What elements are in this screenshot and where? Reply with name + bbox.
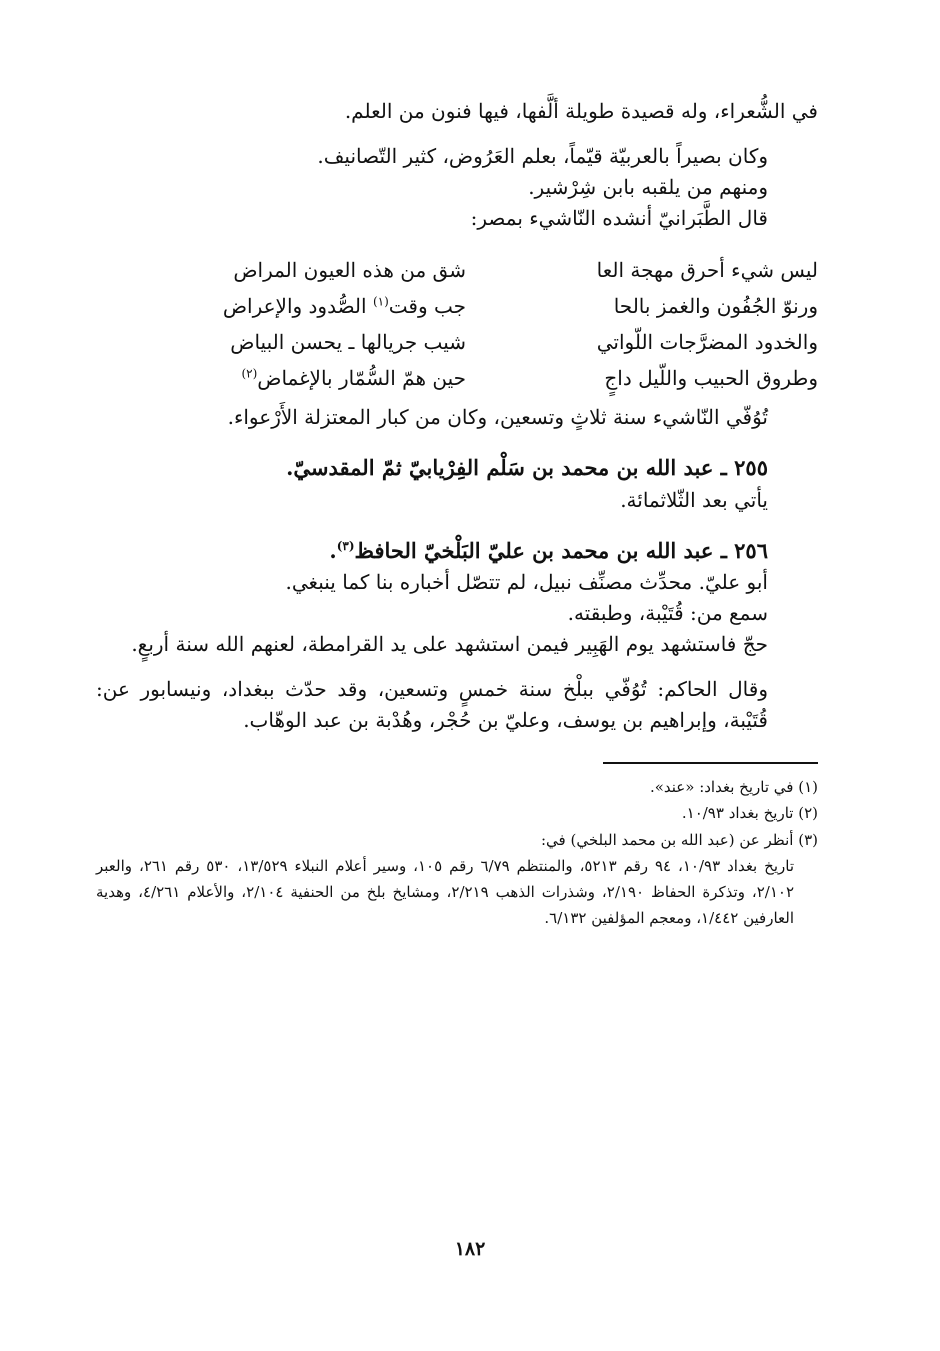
footnote-number: (١) — [798, 778, 818, 797]
paragraph-256-kunya: أبو عليّ. محدِّث مصنِّف نبيل، لم تتصّل أخباره بنا كما ينبغي. — [285, 570, 768, 595]
footnote-text: في تاريخ بغداد: «عند». — [649, 778, 794, 797]
verse-text: الصُّدود والإعراض — [222, 294, 373, 318]
verse-first-hemistich: وطروق الحبيب واللّيل داجٍ — [604, 366, 818, 390]
poem-verse — [96, 360, 818, 396]
poem-verse — [96, 324, 818, 360]
verse-second-hemistich — [96, 288, 466, 324]
paragraph-256-teachers: سمع من: قُتَيْبة، وطبقته. — [567, 601, 768, 626]
paragraph-death: تُوُفّي النّاشيء سنة ثلاثٍ وتسعين، وكان من كبار المعتزلة الأَرْعواء. — [227, 405, 768, 429]
footnote-marker: (٣) — [336, 538, 355, 553]
footnote-number: (٢) — [798, 804, 818, 823]
paragraph-255: يأتي بعد الثّلاثمائة. — [620, 487, 768, 512]
entry-title-256 — [96, 534, 818, 568]
footnote-1 — [96, 774, 818, 800]
paragraph-scholar: وكان بصيراً بالعربيّة قيّماً، بعلم العَرُوض، كثير التّصانيف. — [317, 144, 768, 168]
verse-second-hemistich: شق من هذه العيون المراض — [233, 258, 466, 282]
verse-first-hemistich: والخدود المضرَّجات اللّواتي — [596, 330, 818, 354]
paragraph-256-martyrdom: حجّ فاستشهد يوم الهَبِير فيمن استشهد على يد القرامطة، لعنهم الله سنة أربعٍ. — [131, 632, 768, 657]
poem-verse — [96, 252, 818, 288]
footnote-text: تاريخ بغداد ١٠/٩٣. — [681, 804, 794, 823]
footnote-3 — [96, 827, 818, 853]
footnote-marker: (١) — [372, 294, 389, 309]
paragraph-poets: في الشُّعراء، وله قصيدة طويلة ألَّفها، فيها فنون من العلم. — [344, 99, 818, 123]
verse-first-hemistich: ورنوّ الجُفُون والغمز بالحا — [613, 294, 818, 318]
paragraph-nickname: ومنهم من يلقبه بابن شِرْشير. — [528, 175, 768, 199]
entry-title-text: ٢٥٦ ـ عبد الله بن محمد بن عليّ البَلْخيّ الحافظ — [354, 537, 768, 563]
entry-title-255: ٢٥٥ ـ عبد الله بن محمد بن سَلْم الفِرْيابيّ ثمّ المقدسيّ. — [286, 455, 768, 480]
poem — [96, 252, 818, 396]
footnote-number: (٣) — [798, 830, 818, 849]
verse-second-hemistich — [96, 360, 466, 396]
verse-text: جب وقت — [388, 294, 466, 318]
footnote-2 — [96, 800, 818, 826]
footnote-divider — [603, 762, 818, 764]
entry-title-end: . — [329, 537, 337, 563]
footnote-marker: (٢) — [241, 366, 258, 381]
verse-first-hemistich: ليس شيء أحرق مهجة العا — [596, 258, 818, 282]
page-number: ١٨٢ — [454, 1238, 486, 1260]
footnotes — [96, 762, 818, 932]
footnote-text: أنظر عن (عبد الله بن محمد البلخي) في: — [540, 830, 794, 849]
verse-second-hemistich: شيب جريالها ـ يحسن البياض — [230, 330, 466, 354]
paragraph-tabarani: قال الطَّبَرانيّ أنشده النّاشيء بمصر: — [470, 206, 768, 230]
paragraph-256-hakim: وقال الحاكم: تُوُفّي ببلْخ سنة خمسٍ وتسعين، وقد حدّث ببغداد، ونيسابور عن: قُتَيْبة، وإبراهيم بن يوسف، وعليّ بن حُجْر، وهُدْبة بن عبد الوهّاب. — [96, 677, 768, 733]
poem-verse — [96, 288, 818, 324]
verse-text: حين همّ السُّمّار بالإغماض — [257, 366, 466, 390]
footnote-3-references: تاريخ بغداد ١٠/٩٣، ٩٤ رقم ٥٢١٣، والمنتظم ٦/٧٩ رقم ١٠٥، وسير أعلام النبلاء ١٣/٥٢٩، ٥٣٠ رقم ٢٦١، والعبر ٢/١٠٢، وتذكرة الحفاظ ٢/١٩٠، وشذرات الذهب ٢/٢١٩، ومشايخ بلخ من الحنفية ٢/١٠٤، والأعلام ٤/٢٦١، وهدية العارفين ١/٤٤٢، ومعجم المؤلفين ٦/١٣٢. — [96, 856, 795, 928]
book-page — [96, 96, 818, 1296]
